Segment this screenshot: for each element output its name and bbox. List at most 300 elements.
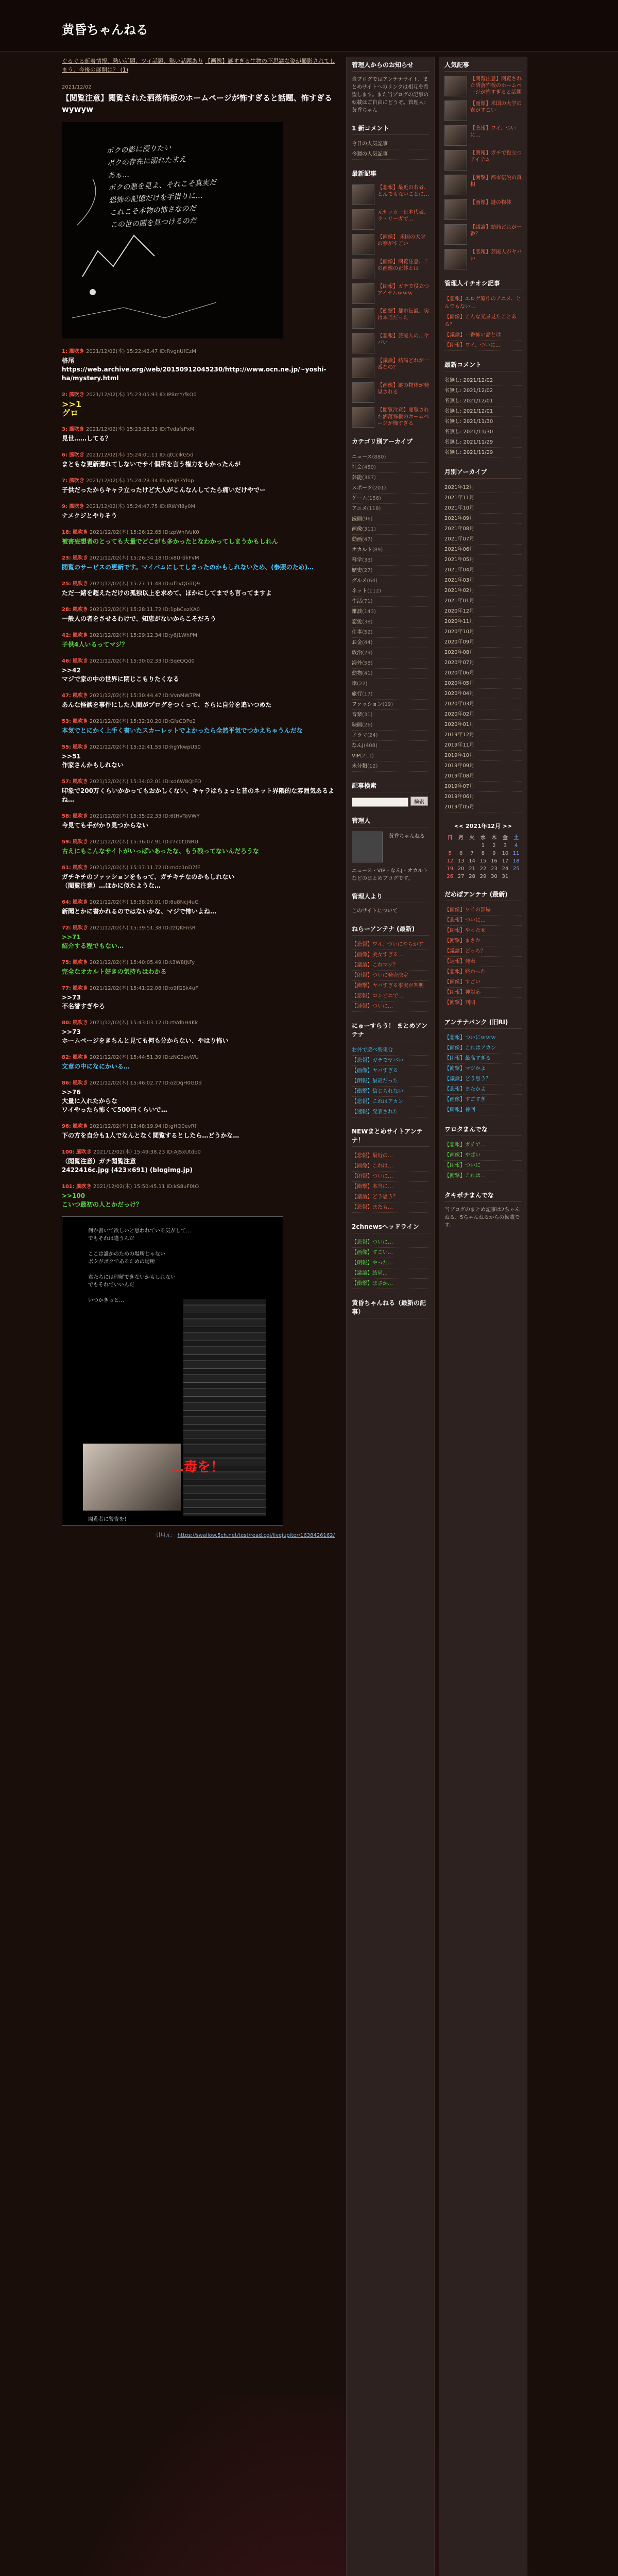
article-card[interactable] — [352, 358, 429, 378]
category-item — [352, 535, 429, 545]
pick-item-link[interactable]: 【画像】こんな光景見たことある？ — [444, 314, 517, 328]
comment-number[interactable]: 72: — [62, 925, 71, 931]
article-card[interactable] — [352, 407, 429, 428]
site-header — [0, 0, 618, 52]
article-card[interactable] — [444, 175, 522, 195]
comment-number[interactable]: 47: — [62, 693, 71, 699]
comment-number[interactable]: 28: — [62, 607, 71, 613]
article-card[interactable] — [444, 100, 522, 121]
comment-number[interactable]: 2: — [62, 392, 67, 398]
comment-number[interactable]: 23: — [62, 555, 71, 561]
profile-desc: ニュース・VIP・なんJ・オカルトなどのまとめブログです。 — [352, 868, 428, 882]
category-link[interactable]: 動画 — [352, 537, 362, 543]
calendar-day[interactable]: 3 — [503, 843, 507, 849]
antenna-item — [444, 1171, 522, 1181]
calendar-day[interactable]: 12 — [447, 858, 454, 864]
antenna-item-link[interactable]: 【朗報】神対応 — [444, 990, 480, 995]
calendar-day[interactable]: 9 — [492, 851, 496, 856]
antenna-item-link[interactable]: 【画像】美女すぎる… — [352, 952, 403, 958]
category-link[interactable]: 社会 — [352, 465, 362, 470]
article-card[interactable] — [352, 308, 429, 329]
calendar-day — [455, 842, 466, 850]
calendar-day[interactable]: 22 — [479, 866, 487, 872]
archive-item — [444, 586, 522, 596]
antenna-item-link[interactable]: 【悲報】またも… — [352, 1205, 393, 1210]
recent-comments-widget — [444, 360, 522, 458]
calendar-day[interactable]: 1 — [481, 843, 485, 849]
antenna-item-link[interactable]: 【朗報】神回 — [444, 1107, 475, 1113]
comment-body: 閲覧のサービスの更新です。マイバムにしてしまったのかもしれないため、(参照のため)… — [62, 564, 314, 571]
recent-comment-link[interactable]: 名無し: 2021/12/02 — [444, 388, 493, 394]
about-text: 当ブログではアンテナサイト、まとめサイトへのリンクは相互を希望します。また当ブログの記事の転載はご自由にどうぞ。管理人：黄昏ちゃん — [352, 77, 429, 113]
comment-meta — [62, 958, 340, 965]
recent-comment-link[interactable]: 名無し: 2021/11/30 — [444, 419, 493, 425]
comment-number[interactable]: 18: — [62, 530, 71, 535]
category-count: (19) — [382, 702, 393, 707]
comment-number[interactable]: 64: — [62, 900, 71, 905]
antenna-item-link[interactable]: 【速報】ついに… — [352, 1004, 393, 1009]
category-link[interactable]: 漫画 — [352, 516, 362, 522]
antenna-item-link[interactable]: 【画像】これは… — [352, 1163, 393, 1169]
admin-widget — [352, 892, 429, 915]
article-card[interactable] — [444, 199, 522, 220]
recent-comment-list — [444, 376, 522, 458]
category-count: (408) — [363, 743, 377, 749]
category-item — [352, 751, 429, 761]
archive-widget — [444, 467, 522, 812]
antenna-item — [444, 946, 522, 957]
category-count: (64) — [367, 578, 377, 584]
comment — [62, 1053, 340, 1071]
antenna-item — [444, 1084, 522, 1095]
comment-meta — [62, 717, 340, 724]
antenna-item-link[interactable]: 【衝撃】まさか — [444, 938, 480, 944]
antenna-item — [352, 1238, 429, 1248]
comment-meta — [62, 1018, 340, 1026]
antenna-item-link[interactable]: 【朗報】やったぜ — [444, 928, 486, 934]
article-card[interactable] — [352, 209, 429, 230]
calendar-day[interactable]: 10 — [502, 851, 509, 856]
article-card-title[interactable]: 【画像】閲覧注意、この画像の正体とは — [377, 259, 429, 272]
antenna-item-link[interactable]: 【悲報】これはアカン — [352, 1099, 403, 1105]
antenna-item-link[interactable]: 【悲報】ついに… — [352, 1240, 393, 1245]
article-card-title[interactable]: 【画像】謎の物体が発見される — [377, 383, 429, 395]
archive-item-link[interactable]: 2020年05月 — [444, 681, 475, 686]
category-item — [352, 617, 429, 628]
category-item — [352, 524, 429, 535]
archive-item-link[interactable]: 2019年12月 — [444, 732, 475, 738]
category-count: (52) — [362, 630, 373, 635]
article-card[interactable] — [352, 333, 429, 353]
recent-comment — [444, 417, 522, 427]
antenna-item-link[interactable]: 【衝撃】本当に… — [352, 1184, 393, 1190]
category-link[interactable]: 海外 — [352, 660, 362, 666]
comment-date-id: 2021/12/02(木) 15:44:51.39 ID:zNC0avWU — [89, 1055, 199, 1060]
recent-comment-link[interactable]: 名無し: 2021/11/29 — [444, 439, 493, 445]
recent-comment-link[interactable]: 名無し: 2021/12/01 — [444, 409, 493, 414]
article-card-title[interactable]: 【衝撃】都市伝説の真相 — [470, 175, 522, 188]
antenna-item-link[interactable]: 【画像】これはアカン — [444, 1045, 496, 1051]
category-link[interactable]: なんJ — [352, 743, 364, 749]
antenna-item-link[interactable]: 【衝撃】ヤバすぎる事実が判明 — [352, 983, 424, 989]
article-card[interactable] — [444, 249, 522, 269]
comment-number[interactable]: 42: — [62, 633, 71, 638]
archive-item-link[interactable]: 2021年09月 — [444, 516, 475, 521]
widget-title: 黄昏ちゃんねる（最新の記事） — [352, 1298, 429, 1318]
comment-name: 風吹き — [72, 607, 88, 613]
archive-item-link[interactable]: 2020年06月 — [444, 670, 475, 676]
article-card-title[interactable]: 【悲報】ワイ、ついに… — [470, 126, 516, 138]
antenna-item — [352, 960, 429, 971]
category-link[interactable]: オカルト — [352, 547, 372, 553]
comment-number[interactable]: 57: — [62, 779, 71, 785]
comment-number[interactable]: 96: — [62, 1124, 71, 1129]
article-card-title[interactable]: 【閲覧注意】閲覧された洒落怖板のホームページが怖すぎると話題 — [470, 76, 522, 95]
pick-item — [444, 312, 522, 330]
calendar-day[interactable]: 5 — [448, 851, 452, 856]
antenna-item-link[interactable]: 【画像】やばい — [444, 1153, 480, 1158]
antenna-item-link[interactable]: 【悲報】コンビニで… — [352, 993, 403, 999]
antenna-item-link[interactable]: お外で遊べ勢集合 — [352, 1047, 393, 1053]
article-card[interactable] — [352, 184, 429, 205]
category-link[interactable]: 恋愛 — [352, 619, 362, 625]
archive-item-link[interactable]: 2021年08月 — [444, 526, 475, 532]
archive-item-link[interactable]: 2021年07月 — [444, 536, 475, 542]
calendar-title[interactable]: << 2021年12月 >> — [454, 823, 512, 829]
archive-item-link[interactable]: 2019年08月 — [444, 773, 475, 779]
archive-item-link[interactable]: 2021年03月 — [444, 578, 475, 583]
calendar-day[interactable]: 28 — [469, 874, 475, 879]
antenna-item-link[interactable]: 【悲報】またかよ — [444, 1087, 486, 1092]
category-count: (26) — [362, 722, 373, 728]
recent-comment-link[interactable]: 名無し: 2021/12/01 — [444, 398, 493, 404]
article-card-title[interactable]: 【画像】謎の物体 — [470, 200, 511, 206]
comment — [62, 811, 340, 830]
archive-item-link[interactable]: 2021年06月 — [444, 547, 475, 552]
article-card[interactable] — [444, 224, 522, 245]
antenna-list — [444, 1140, 522, 1181]
category-link[interactable]: 芸能 — [352, 475, 362, 481]
archive-item-link[interactable]: 2020年09月 — [444, 639, 475, 645]
antenna-item-link[interactable]: 【朗報】ついに… — [352, 1174, 393, 1179]
category-link[interactable]: 政治 — [352, 650, 362, 656]
calendar-day[interactable]: 21 — [469, 866, 475, 872]
antenna-item-link[interactable]: 【悲報】ついにｗｗｗ — [444, 1035, 496, 1041]
antenna-item-link[interactable]: 【議論】どう思う？ — [352, 1194, 398, 1200]
antenna-item-link[interactable]: 【画像】すごい… — [352, 1250, 393, 1256]
category-item — [352, 741, 429, 751]
comment-number[interactable]: 101: — [62, 1184, 75, 1190]
antenna-item-link[interactable]: 【悲報】終わった — [444, 969, 486, 975]
comment-name: 風吹き — [72, 1055, 88, 1060]
popular-tab — [352, 149, 429, 160]
category-link[interactable]: ゲーム — [352, 496, 367, 501]
calendar-day[interactable]: 19 — [447, 866, 454, 872]
antenna-item-link[interactable]: 【朗報】最高すぎる — [444, 1056, 491, 1061]
archive-item-link[interactable]: 2019年11月 — [444, 742, 475, 748]
popular-tab — [352, 139, 429, 149]
article-card-title[interactable]: 【朗報】ガチで役立つアイテムｗｗｗ — [377, 284, 429, 296]
recent-comment-link[interactable]: 名無し: 2021/11/29 — [444, 450, 493, 455]
calendar-day[interactable]: 18 — [512, 858, 520, 864]
category-item — [352, 669, 429, 679]
article-card-title[interactable]: 【悲報】芸能人の…ヤバい — [377, 333, 429, 346]
antenna-item-link[interactable]: 【朗報】ついに — [444, 1163, 480, 1168]
category-link[interactable]: 旅行 — [352, 691, 362, 697]
archive-item-link[interactable]: 2019年05月 — [444, 804, 475, 810]
category-link[interactable]: お金 — [352, 640, 362, 646]
comment-body: >>51 作家さんかもしれない — [62, 753, 124, 769]
calendar-day[interactable]: 27 — [457, 874, 465, 879]
archive-item-link[interactable]: 2020年01月 — [444, 722, 475, 727]
popular-tab-link[interactable]: 今日の人気記事 — [352, 141, 388, 147]
calendar-day[interactable]: 17 — [502, 858, 509, 864]
antenna-item-link[interactable]: 【悲報】ガチで… — [444, 1142, 486, 1148]
antenna-item-link[interactable]: 【画像】ワイの部屋 — [444, 907, 491, 913]
comment-date-id: 2021/12/02(木) 15:39:51.38 ID:zzQKFnsR — [89, 925, 196, 931]
archive-item-link[interactable]: 2020年08月 — [444, 650, 475, 655]
calendar-day[interactable]: 6 — [459, 851, 463, 856]
antenna-item-link[interactable]: 【画像】すごすぎ — [444, 1097, 486, 1103]
antenna-item-link[interactable]: 【悲報】最近の… — [352, 1153, 393, 1159]
category-item — [352, 607, 429, 617]
antenna-item-link[interactable]: 【議論】どう思う？ — [444, 1076, 491, 1082]
comment-number[interactable]: 86: — [62, 1080, 71, 1086]
calendar-day[interactable]: 25 — [512, 866, 520, 872]
popular-tab-list — [352, 139, 429, 160]
comment-meta — [62, 502, 340, 510]
article-card-title[interactable]: 【朗報】ガチで役立つアイテム — [470, 150, 522, 163]
calendar-day[interactable]: 16 — [491, 858, 497, 864]
antenna-item-link[interactable]: 【衝撃】信じられない — [352, 1089, 403, 1094]
article-card-title[interactable]: 【衝撃】都市伝説、実は本当だった — [377, 309, 429, 321]
category-item — [352, 720, 429, 731]
calendar-weekday: 日 — [447, 835, 453, 841]
article-card-title[interactable]: 【悲報】最近の若者、とんでもないことに… — [377, 185, 429, 197]
antenna-item-link[interactable]: 【衝撃】判明 — [444, 1000, 475, 1006]
calendar-day[interactable]: 31 — [502, 874, 509, 879]
archive-item — [444, 555, 522, 565]
category-link[interactable]: 科学 — [352, 557, 362, 563]
related-link[interactable]: ぐるぐる新着情報、熱い話題、ツイ話題、熱い話題あり — [62, 58, 203, 64]
comment-name: 風吹き — [72, 986, 88, 991]
comment-number[interactable]: 80: — [62, 1020, 71, 1026]
pick-item-link[interactable]: 【議論】一番怖い話とは — [444, 332, 501, 338]
pick-widget — [444, 279, 522, 351]
category-link[interactable]: ネット — [352, 588, 367, 594]
calendar-day[interactable]: 14 — [469, 858, 475, 864]
article-card[interactable] — [352, 234, 429, 255]
archive-item-link[interactable]: 2021年02月 — [444, 588, 475, 594]
archive-item-link[interactable]: 2021年05月 — [444, 557, 475, 563]
archive-item-link[interactable]: 2020年03月 — [444, 701, 475, 707]
calendar-day[interactable]: 2 — [492, 843, 496, 849]
calendar-day[interactable]: 26 — [447, 874, 454, 879]
source-link[interactable]: https://swallow.5ch.net/test/read.cgi/livejupiter/1638426162/ — [177, 1533, 335, 1538]
article-card-title[interactable]: 元サッカー日本代表、ラ・リーガで… — [377, 210, 429, 222]
article-card[interactable] — [352, 283, 429, 304]
archive-item-link[interactable]: 2021年12月 — [444, 485, 475, 490]
antenna-item-link[interactable]: 【朗報】ついに発売決定 — [352, 973, 408, 978]
category-item — [352, 586, 429, 597]
comment-number[interactable]: 100: — [62, 1149, 75, 1155]
site-title[interactable]: 黄昏ちゃんねる — [62, 23, 148, 37]
archive-item — [444, 802, 522, 812]
article-card[interactable] — [444, 125, 522, 146]
comment-meta — [62, 631, 340, 638]
archive-item-link[interactable]: 2021年10月 — [444, 505, 475, 511]
comment-name: 風吹き — [72, 814, 88, 819]
article-card-title[interactable]: 【画像】米国の大学の寮がすごい — [470, 101, 522, 113]
antenna-item-link[interactable]: 【衝撃】これは… — [444, 1173, 486, 1179]
calendar-day[interactable]: 7 — [470, 851, 474, 856]
comment-number[interactable]: 6: — [62, 452, 67, 458]
archive-item-link[interactable]: 2020年12月 — [444, 608, 475, 614]
antenna-item-link[interactable]: 【議論】これマジ？ — [352, 962, 398, 968]
calendar-day[interactable]: 13 — [457, 858, 465, 864]
antenna-item-link[interactable]: 【画像】すごい — [444, 979, 480, 985]
comment-number[interactable]: 7: — [62, 478, 67, 484]
antenna-item-link[interactable]: 【速報】発表 — [444, 959, 475, 964]
comment-body: 今見ても手がかり見つからない — [62, 822, 149, 829]
archive-item — [444, 545, 522, 555]
category-link[interactable]: 雑談 — [352, 609, 362, 615]
comment-number[interactable]: 75: — [62, 960, 71, 965]
comment-number[interactable]: 9: — [62, 504, 67, 510]
recent-comment-link[interactable]: 名無し: 2021/11/30 — [444, 429, 493, 435]
antenna-item-link[interactable]: 【速報】発表された — [352, 1109, 398, 1115]
article-card[interactable] — [352, 382, 429, 403]
related-links — [62, 57, 340, 82]
archive-item-link[interactable]: 2019年10月 — [444, 753, 475, 758]
category-link[interactable]: VIP — [352, 753, 360, 759]
antenna-item-link[interactable]: 【朗報】やった… — [352, 1260, 393, 1266]
category-item — [352, 648, 429, 658]
article-card[interactable] — [444, 76, 522, 96]
comment-number[interactable]: 46: — [62, 658, 71, 664]
category-item — [352, 566, 429, 576]
related-link[interactable]: 【画像】謎すぎる生物の不思議な姿が撮影されてしまう、今後の展開は？ (1) — [62, 58, 335, 73]
calendar-day[interactable]: 8 — [481, 851, 485, 856]
comment-date-id: 2021/12/02(木) 15:32:10.20 ID:GfsCDPe2 — [89, 719, 196, 724]
archive-item-link[interactable]: 2019年06月 — [444, 794, 475, 800]
antenna-item-link[interactable]: 【悲報】ワイ、ついにやらかす — [352, 942, 423, 947]
category-link[interactable]: ニュース — [352, 454, 372, 460]
category-link[interactable]: 車 — [352, 681, 357, 687]
category-link[interactable]: 仕事 — [352, 630, 362, 635]
archive-item-link[interactable]: 2020年07月 — [444, 660, 475, 666]
antenna-item-link[interactable]: 【衝撃】マジかよ — [444, 1066, 486, 1072]
comment-number[interactable]: 59: — [62, 839, 71, 845]
comment-number[interactable]: 25: — [62, 581, 71, 587]
antenna-item — [352, 1258, 429, 1268]
main-content — [62, 57, 340, 2576]
archive-item — [444, 679, 522, 689]
pick-item-link[interactable]: 【朗報】ワイ、ついに… — [444, 343, 501, 348]
article-card-title[interactable]: 【悲報】芸能人がヤバい — [470, 249, 522, 262]
category-link[interactable]: ファッション — [352, 702, 383, 707]
archive-item-link[interactable]: 2019年09月 — [444, 763, 475, 769]
archive-item-link[interactable]: 2021年11月 — [444, 495, 475, 501]
archive-item-link[interactable]: 2019年07月 — [444, 784, 475, 789]
category-link[interactable]: 未分類 — [352, 764, 367, 769]
archive-item-link[interactable]: 2021年01月 — [444, 598, 475, 604]
archive-item-link[interactable]: 2020年10月 — [444, 629, 475, 635]
category-link[interactable]: 画像 — [352, 527, 362, 532]
category-link[interactable]: 歴史 — [352, 568, 362, 573]
category-link[interactable]: ドラマ — [352, 733, 367, 738]
antenna-item-link[interactable]: 【悲報】ついに… — [444, 918, 486, 923]
article-card-title[interactable]: 【画像】 米国の大学の寮がすごい — [377, 234, 426, 247]
antenna-item — [352, 950, 429, 960]
archive-item-link[interactable]: 2020年04月 — [444, 691, 475, 697]
calendar-day[interactable]: 11 — [512, 851, 520, 856]
archive-item-link[interactable]: 2021年04月 — [444, 567, 475, 573]
comment-number[interactable]: 1: — [62, 349, 67, 354]
recent-comment-link[interactable]: 名無し: 2021/12/02 — [444, 378, 493, 383]
antenna-item-link[interactable]: 【悲報】ガチでヤバい — [352, 1058, 403, 1063]
search-input[interactable] — [352, 798, 408, 807]
admin-link[interactable]: このサイトについて — [352, 908, 398, 914]
antenna-item-link[interactable]: 【議論】結局… — [352, 1270, 388, 1276]
search-widget — [352, 781, 429, 807]
calendar-day[interactable]: 20 — [457, 866, 465, 872]
category-link[interactable]: 音楽 — [352, 712, 362, 718]
article-card[interactable] — [352, 259, 429, 279]
antenna-item-link[interactable]: 【朗報】最高だった — [352, 1078, 398, 1084]
calendar-day[interactable]: 23 — [491, 866, 497, 872]
comment-number[interactable]: 53: — [62, 719, 71, 724]
comment-number[interactable]: 82: — [62, 1055, 71, 1060]
pick-item-link[interactable]: 【悲報】エロゲ原作のアニメ、とんでもない… — [444, 296, 521, 310]
archive-item-link[interactable]: 2020年11月 — [444, 619, 475, 624]
calendar-day[interactable]: 30 — [491, 874, 497, 879]
category-link[interactable]: グルメ — [352, 578, 367, 584]
widget-title: NEWまとめサイトアンテナ！ — [352, 1127, 429, 1147]
popular-tab-link[interactable]: 今週の人気記事 — [352, 151, 388, 157]
comment-number[interactable]: 55: — [62, 744, 71, 750]
comment-name: 風吹き — [72, 900, 88, 905]
calendar-day[interactable]: 24 — [502, 866, 509, 872]
comment-number[interactable]: 58: — [62, 814, 71, 819]
category-link[interactable]: 映画 — [352, 722, 362, 728]
article-card-title[interactable]: 【閲覧注意】閲覧された洒落怖板のホームページが怖すぎる — [377, 408, 429, 427]
archive-item-link[interactable]: 2020年02月 — [444, 711, 475, 717]
search-button[interactable]: 検索 — [410, 796, 428, 806]
comment-number[interactable]: 77: — [62, 986, 71, 991]
calendar-day[interactable]: 4 — [514, 843, 518, 849]
antenna-item-link[interactable]: 【議論】どっち？ — [444, 948, 486, 954]
article-card[interactable] — [444, 150, 522, 171]
category-link[interactable]: 動物 — [352, 671, 362, 676]
comment-number[interactable]: 3: — [62, 427, 67, 432]
category-link[interactable]: 生活 — [352, 599, 362, 604]
comment-number[interactable]: 61: — [62, 865, 71, 871]
comment — [62, 476, 340, 495]
calendar-day[interactable]: 29 — [479, 874, 487, 879]
category-link[interactable]: アニメ — [352, 506, 367, 512]
comment-body: あんな怪談を事件にした人間がブログをつくって、さらに自分を追いつめた — [62, 701, 272, 708]
article-card-title[interactable]: 【議論】結局どれが一番なの？ — [377, 358, 429, 370]
calendar-day[interactable]: 15 — [479, 858, 487, 864]
category-item — [352, 679, 429, 689]
antenna-item-link[interactable]: 【画像】ヤバすぎる — [352, 1068, 398, 1074]
article-card-title[interactable]: 【議論】結局どれが一番？ — [470, 225, 522, 237]
category-link[interactable]: スポーツ — [352, 485, 372, 491]
widget-title: 1 新コメント — [352, 124, 429, 135]
comment — [62, 553, 340, 572]
antenna-item-link[interactable]: 【衝撃】まさか… — [352, 1281, 393, 1286]
